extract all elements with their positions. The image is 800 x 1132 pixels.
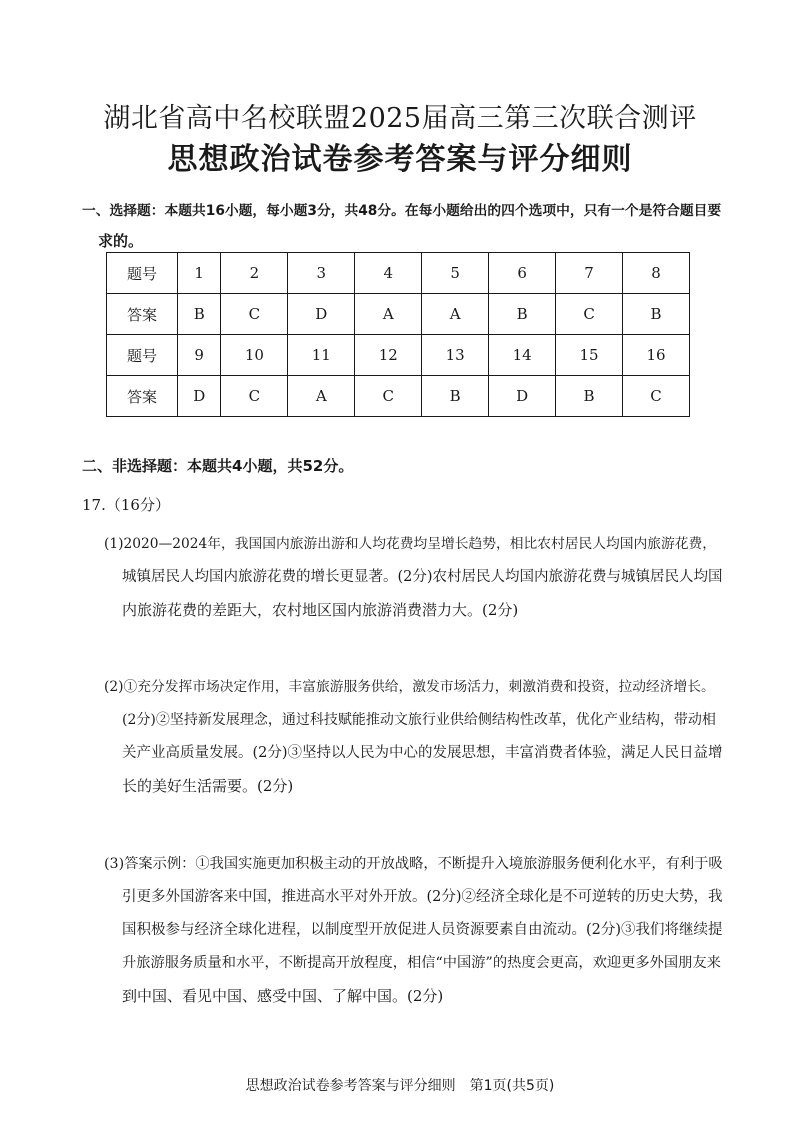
- answer-line: (1)2020—2024年，我国国内旅游出游和人均花费均呈增长趋势，相比农村居民人均国内旅游花费，: [104, 536, 716, 552]
- table-cell: C: [355, 376, 422, 417]
- answer-line: 内旅游花费的差距大，农村地区国内旅游消费潜力大。(2分): [122, 601, 519, 619]
- document-subtitle: 思想政治试卷参考答案与评分细则: [167, 142, 633, 177]
- table-row: [107, 376, 690, 417]
- table-cell: 13: [422, 335, 489, 376]
- answer-part-2: [104, 671, 724, 803]
- table-cell: 3: [288, 253, 355, 294]
- table-cell: C: [221, 376, 288, 417]
- table-cell: B: [556, 376, 623, 417]
- answer-line: 到中国、看见中国、感受中国、了解中国。(2分): [122, 987, 444, 1005]
- document-title: 湖北省高中名校联盟2025届高三第三次联合测评: [103, 103, 697, 134]
- section-1-heading-line2: 求的。: [98, 232, 144, 250]
- table-row: [107, 253, 690, 294]
- section-1-heading: [82, 196, 722, 256]
- table-cell: 7: [556, 253, 623, 294]
- table-cell: 11: [288, 335, 355, 376]
- table-cell: 12: [355, 335, 422, 376]
- table-row-header: 题号: [107, 253, 178, 294]
- table-cell: 8: [623, 253, 690, 294]
- answer-part-1: [104, 528, 724, 627]
- page-footer: 思想政治试卷参考答案与评分细则 第1页(共5页): [245, 1078, 555, 1094]
- table-cell: B: [623, 294, 690, 335]
- answer-part-3: [104, 848, 724, 1013]
- table-cell: A: [355, 294, 422, 335]
- section-2-heading: 二、非选择题：本题共4小题，共52分。: [82, 457, 354, 475]
- table-cell: 10: [221, 335, 288, 376]
- question-17-label: 17.（16分）: [82, 496, 170, 514]
- table-row-header: 答案: [107, 294, 178, 335]
- table-cell: D: [489, 376, 556, 417]
- answer-line: (3)答案示例：①我国实施更加积极主动的开放战略，不断提升入境旅游服务便利化水平，有利于吸: [104, 856, 723, 872]
- answer-line: (2)①充分发挥市场决定作用，丰富旅游服务供给，激发市场活力，刺激消费和投资，拉动经济增长。: [104, 679, 715, 695]
- table-cell: 5: [422, 253, 489, 294]
- table-row-header: 答案: [107, 376, 178, 417]
- table-row: [107, 294, 690, 335]
- table-cell: 9: [178, 335, 221, 376]
- answer-line: 升旅游服务质量和水平，不断提高开放程度，相信“中国游”的热度会更高，欢迎更多外国朋友来: [122, 955, 721, 971]
- answer-line: (2分)②坚持新发展理念，通过科技赋能推动文旅行业供给侧结构性改革，优化产业结构，带动相: [122, 712, 716, 728]
- table-cell: 2: [221, 253, 288, 294]
- table-cell: C: [221, 294, 288, 335]
- table-cell: 15: [556, 335, 623, 376]
- table-cell: 4: [355, 253, 422, 294]
- table-row-header: 题号: [107, 335, 178, 376]
- answer-line: 长的美好生活需要。(2分): [122, 777, 294, 795]
- table-cell: D: [178, 376, 221, 417]
- section-1-heading-line1: 一、选择题：本题共16小题，每小题3分，共48分。在每小题给出的四个选项中，只有一个是符合题目要: [82, 203, 722, 219]
- table-row: [107, 335, 690, 376]
- answer-table: [106, 252, 690, 417]
- answer-line: 引更多外国游客来中国，推进高水平对外开放。(2分)②经济全球化是不可逆转的历史大势，我: [122, 889, 723, 905]
- table-cell: C: [623, 376, 690, 417]
- table-cell: 14: [489, 335, 556, 376]
- answer-line: 国积极参与经济全球化进程，以制度型开放促进人员资源要素自由流动。(2分)③我们将继续提: [122, 922, 723, 938]
- table-cell: B: [489, 294, 556, 335]
- answer-line: 关产业高质量发展。(2分)③坚持以人民为中心的发展思想，丰富消费者体验，满足人民日益增: [122, 745, 723, 761]
- table-cell: 6: [489, 253, 556, 294]
- table-cell: B: [422, 376, 489, 417]
- table-cell: A: [422, 294, 489, 335]
- table-cell: C: [556, 294, 623, 335]
- table-cell: 16: [623, 335, 690, 376]
- table-cell: B: [178, 294, 221, 335]
- table-cell: D: [288, 294, 355, 335]
- table-cell: 1: [178, 253, 221, 294]
- table-cell: A: [288, 376, 355, 417]
- answer-line: 城镇居民人均国内旅游花费的增长更显著。(2分)农村居民人均国内旅游花费与城镇居民人均国: [122, 569, 723, 585]
